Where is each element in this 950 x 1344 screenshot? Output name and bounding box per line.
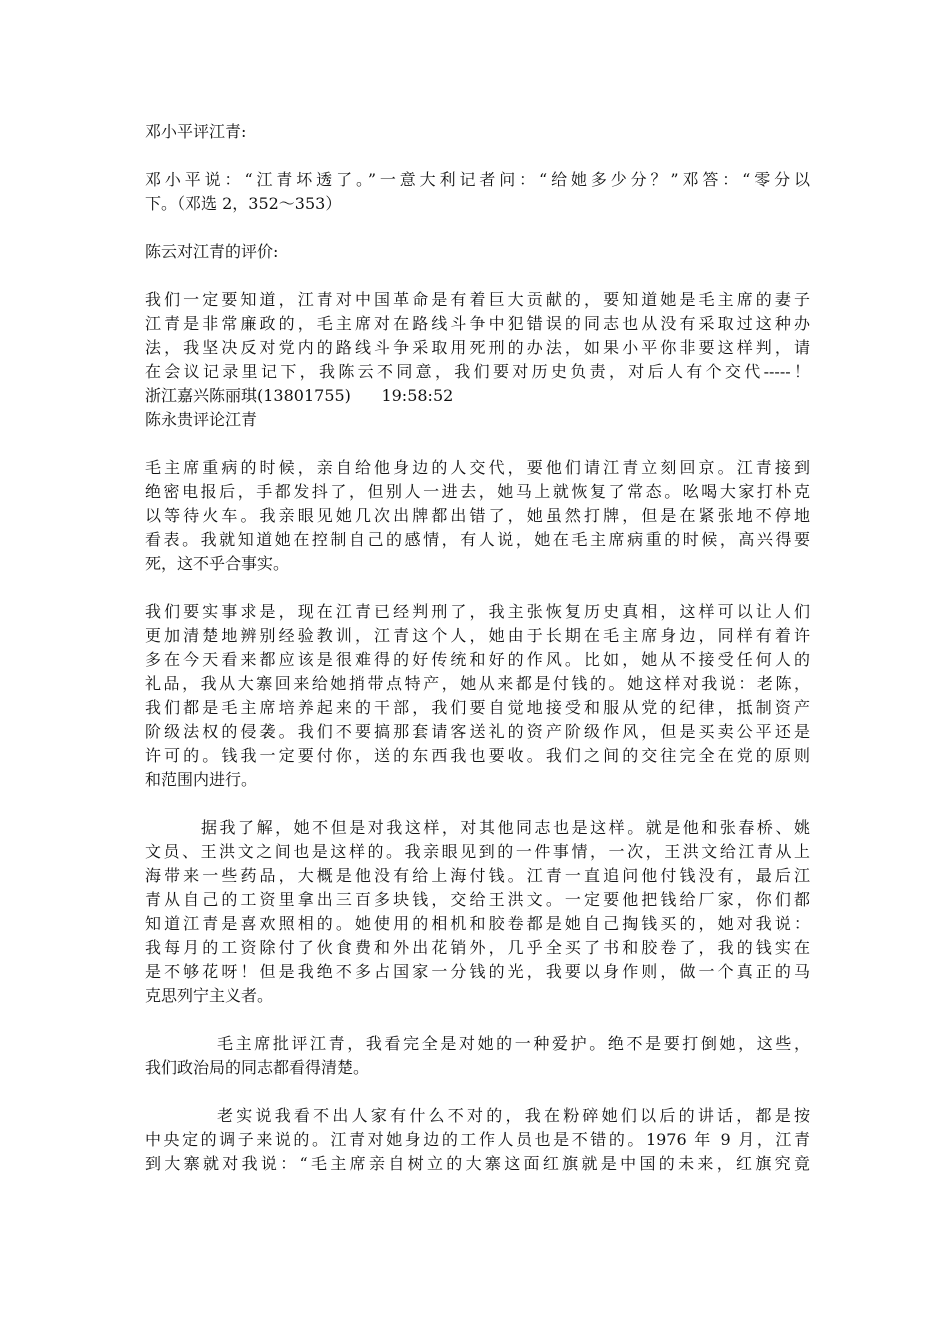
paragraph-chen-yun bbox=[145, 288, 810, 384]
text-line: 邓小平说：“江青坏透了。”一意大利记者问：“给她多少分？”邓答：“零分以 bbox=[145, 170, 810, 189]
paragraph-5 bbox=[145, 1104, 810, 1176]
text-line: 礼品，我从大寨回来给她捎带点特产，她从来都是付钱的。她这样对我说：老陈， bbox=[145, 674, 810, 693]
text-line: 死，这不乎合事实。 bbox=[145, 554, 290, 573]
text-line: 下。（邓选 2，352～353） bbox=[145, 194, 342, 213]
paragraph-gap bbox=[145, 1008, 810, 1032]
paragraph-1 bbox=[145, 456, 810, 576]
paragraph-gap bbox=[145, 576, 810, 600]
text-line: 据我了解，她不但是对我这样，对其他同志也是这样。就是他和张春桥、姚 bbox=[201, 818, 810, 837]
paragraph-3 bbox=[145, 816, 810, 1008]
paragraph-gap bbox=[145, 264, 810, 288]
text-line: 以等待火车。我亲眼见她几次出牌都出错了，她虽然打牌，但是在紧张地不停地 bbox=[145, 506, 810, 525]
text-line: 青从自己的工资里拿出三百多块钱，交给王洪文。一定要他把钱给厂家，你们都 bbox=[145, 890, 810, 909]
text-line: 文员、王洪文之间也是这样的。我亲眼见到的一件事情，一次，王洪文给江青从上 bbox=[145, 842, 810, 861]
paragraph-gap bbox=[145, 792, 810, 816]
text-line: 海带来一些药品，大概是他没有给上海付钱。江青一直追问他付钱没有，最后江 bbox=[145, 866, 810, 885]
text-line: 我们政治局的同志都看得清楚。 bbox=[145, 1058, 370, 1077]
text-line: 老实说我看不出人家有什么不对的，我在粉碎她们以后的讲话，都是按 bbox=[217, 1106, 810, 1125]
text-line: 我们要实事求是，现在江青已经判刑了，我主张恢复历史真相，这样可以让人们 bbox=[145, 602, 810, 621]
text-line: 毛主席重病的时候，亲自给他身边的人交代，要他们请江青立刻回京。江青接到 bbox=[145, 458, 810, 477]
text-line: 毛主席批评江青，我看完全是对她的一种爱护。绝不是要打倒她，这些， bbox=[217, 1034, 810, 1053]
text-line: 许可的。钱我一定要付你，送的东西我也要收。我们之间的交往完全在党的原则 bbox=[145, 746, 810, 765]
text-line: 我们一定要知道，江青对中国革命是有着巨大贡献的，要知道她是毛主席的妻子 bbox=[145, 290, 810, 309]
text-line: 到大寨就对我说：“毛主席亲自树立的大寨这面红旗就是中国的未来，红旗究竟 bbox=[145, 1154, 810, 1173]
paragraph-4 bbox=[145, 1032, 810, 1080]
paragraph-deng-xiaoping bbox=[145, 168, 810, 216]
text-line: 法，我坚决反对党内的路线斗争采取用死刑的办法，如果小平你非要这样判，请 bbox=[145, 338, 810, 357]
paragraph-gap bbox=[145, 1080, 810, 1104]
text-line: 是不够花呀！但是我绝不多占国家一分钱的光，我要以身作则，做一个真正的马 bbox=[145, 962, 810, 981]
text-line: 更加清楚地辨别经验教训，江青这个人，她由于长期在毛主席身边，同样有着许 bbox=[145, 626, 810, 645]
heading-chen-yun: 陈云对江青的评价: bbox=[145, 242, 279, 261]
text-line: 知道江青是喜欢照相的。她使用的相机和胶卷都是她自己掏钱买的，她对我说： bbox=[145, 914, 810, 933]
heading-deng-xiaoping: 邓小平评江青: bbox=[145, 122, 247, 141]
text-line: 绝密电报后，手都发抖了，但别人一进去，她马上就恢复了常态。吆喝大家打朴克 bbox=[145, 482, 810, 501]
document-page bbox=[145, 120, 810, 1176]
source-line: 浙江嘉兴陈丽琪(13801755) 19:58:52 bbox=[145, 386, 454, 405]
text-line: 克思列宁主义者。 bbox=[145, 986, 274, 1005]
text-line: 看表。我就知道她在控制自己的感情，有人说，她在毛主席病重的时候，高兴得要 bbox=[145, 530, 810, 549]
text-line: 在会议记录里记下，我陈云不同意，我们要对历史负责，对后人有个交代-----！ bbox=[145, 362, 810, 381]
text-line: 阶级法权的侵袭。我们不要搞那套请客送礼的资产阶级作风，但是买卖公平还是 bbox=[145, 722, 810, 741]
text-line: 江青是非常廉政的，毛主席对在路线斗争中犯错误的同志也从没有采取过这种办 bbox=[145, 314, 810, 333]
text-line: 我们都是毛主席培养起来的干部，我们要自觉地接受和服从党的纪律，抵制资产 bbox=[145, 698, 810, 717]
paragraph-gap bbox=[145, 216, 810, 240]
text-line: 我每月的工资除付了伙食费和外出花销外，几乎全买了书和胶卷了，我的钱实在 bbox=[145, 938, 810, 957]
text-line: 和范围内进行。 bbox=[145, 770, 258, 789]
paragraph-2 bbox=[145, 600, 810, 792]
heading-chen-yonggui: 陈永贵评论江青 bbox=[145, 410, 258, 429]
paragraph-gap bbox=[145, 432, 810, 456]
text-line: 多在今天看来都应该是很难得的好传统和好的作风。比如，她从不接受任何人的 bbox=[145, 650, 810, 669]
text-line: 中央定的调子来说的。江青对她身边的工作人员也是不错的。1976 年 9 月，江青 bbox=[145, 1130, 810, 1149]
paragraph-gap bbox=[145, 144, 810, 168]
